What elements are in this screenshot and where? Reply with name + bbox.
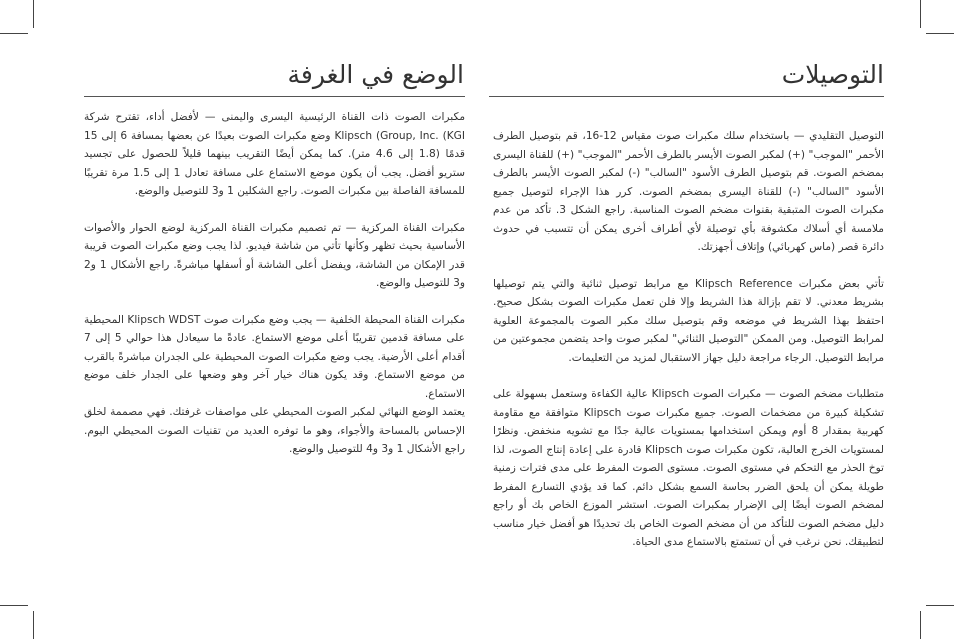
page-title: التوصيلات xyxy=(781,60,884,89)
body-text xyxy=(84,108,465,477)
paragraph-bi-wire-connection: تأتي بعض مكبرات Klipsch Reference مع مرابط توصيل ثنائية والتي يتم توصيلها بشريط معدني. لا تقم بإزالة هذا الشريط وإلا فلن تعمل مكبرات الصوت بشكل صحيح. احتفظ بهذا الشريط في موضعه وقم بتوصيل سلك مكبر الصوت بالمجموعة العلوية لمرابط التوصيل. ومن الممكن "التوصيل الثنائي" لمكبر صوت واحد يتضمن مجموعتين من مرابط التوصيل. الرجاء مراجعة دليل جهاز الاستقبال لمزيد من التعليمات. xyxy=(493,277,884,364)
paragraph-surround-final-placement: يعتمد الوضع النهائي لمكبر الصوت المحيطي على مواصفات غرفتك. فهي مصممة لخلق الإحساس بالمساحة والأجواء، وهو ما توفره العديد من تقنيات الصوت المحيطي اليوم. راجع الأشكال 1 و3 و4 للتوصيل والوضع. xyxy=(84,406,465,455)
title-divider xyxy=(84,96,465,97)
paragraph-amplifier-requirements: متطلبات مضخم الصوت — مكبرات الصوت Klipsch عالية الكفاءة وستعمل بسهولة على تشكيلة كبيرة من مضخمات الصوت. جميع مكبرات صوت Klipsch متوافقة مع مقاومة كهربية بمقدار 8 أوم ويمكن استخدامها بمستويات عالية جدًا مع تشويه منخفض. ونظرًا لمستويات الخرج العالية، تكون مكبرات صوت Klipsch قادرة على إعادة إنتاج الصوت، لذا توخ الحذر مع التحكم في مستوى الصوت. مستوى الصوت المفرط على مدى فترات زمنية طويلة يمكن أن يلحق الضرر بحاسة السمع بشكل دائم. كما قد يؤدي التسارع المفرط لمضخم الصوت أيضًا إلى الإضرار بمكبرات الصوت. استشر الموزع الخاص بك أو راجع دليل مضخم الصوت للتأكد من أن مضخم الصوت الخاص بك تحديدًا هو أفضل خيار مناسب لتطبيقك. نحن نرغب في أن تستمتع بالاستماع مدى الحياة. xyxy=(493,388,885,548)
body-text xyxy=(493,127,884,570)
paragraph-traditional-connection: التوصيل التقليدي — باستخدام سلك مكبرات صوت مقياس 12-16، قم بتوصيل الطرف الأحمر "الموجب" (+) لمكبر الصوت الأيسر بالطرف الأحمر "الموجب" (+) للقناة اليسرى بمضخم الصوت. قم بتوصيل الطرف الأسود "السالب" (-) لمكبر الصوت الأيسر بالطرف الأسود "السالب" (-) للقناة اليسرى بمضخم الصوت. كرر هذا الإجراء لتوصيل جميع مكبرات الصوت المتبقية بقنوات مضخم الصوت المناسبة. راجع الشكل 3. تأكد من عدم ملامسة أي أسلاك مكشوفة بأي توصيلة لأي أطراف أخرى يمكن أن تتسبب في حدوث دائرة قصر (ماس كهربائي) وإتلاف أجهزتك. xyxy=(493,130,884,253)
paragraph-center-speakers: مكبرات القناة المركزية — تم تصميم مكبرات القناة المركزية لوضع الحوار والأصوات الأساسية بحيث تظهر وكأنها تأتي من شاشة فيديو. لذا يجب وضع مكبرات الصوت قريبة قدر الإمكان من الشاشة، ويفضل أعلى الشاشة أو أسفلها مباشرةً. راجع الأشكال 1 و2 و3 للتوصيل والوضع. xyxy=(84,221,465,289)
paragraph-main-speakers: مكبرات الصوت ذات القناة الرئيسية اليسرى واليمنى — لأفضل أداء، تقترح شركة Klipsch (Group, Inc. (KGI وضع مكبرات الصوت بعيدًا عن بعضها بمسافة 6 إلى 15 قدمًا (1.8 إلى 4.6 متر). كما يمكن أيضًا التقريب بينهما قليلاً للحصول على تجسيد ستريو أفضل. يجب أن يكون موضع الاستماع على مسافة تعادل 1 إلى 1.5 مرة تقريبًا للمسافة الفاصلة بين مكبرات الصوت. راجع الشكلين 1 و3 للتوصيل والوضع. xyxy=(84,111,465,197)
connections-page xyxy=(477,0,954,639)
page-title: الوضع في الغرفة xyxy=(287,60,464,89)
paragraph-surround-speakers: مكبرات القناة المحيطة الخلفية — يجب وضع مكبرات صوت Klipsch WDST المحيطية على مسافة قدمين تقريبًا أعلى موضع الاستماع. عادةً ما سيعادل هذا حوالي 5 إلى 7 أقدام أعلى الأرضية. يجب وضع مكبرات الصوت المحيطية على الجدران مباشرةً بالقرب من موضع الاستماع. وقد يكون هناك خيار آخر وهو وضعها على الجدار خلف موضع الاستماع. xyxy=(84,313,465,400)
title-divider xyxy=(489,96,884,97)
